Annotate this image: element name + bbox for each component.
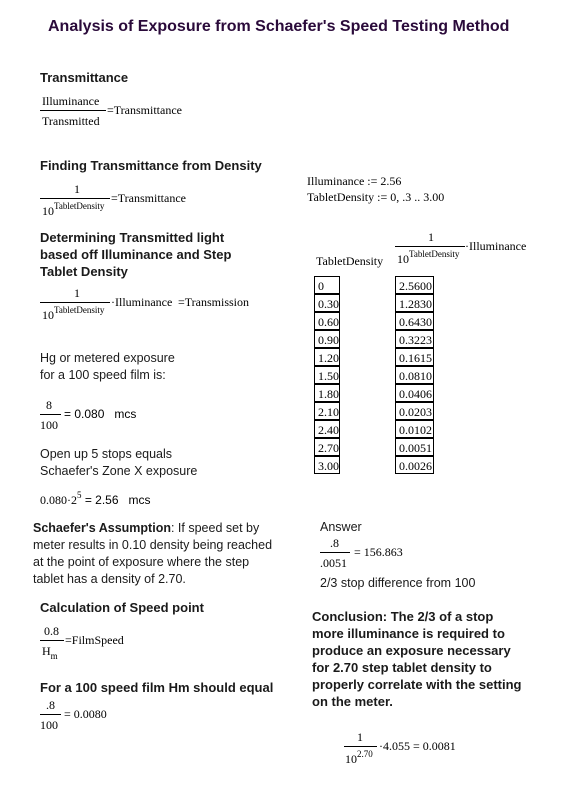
density-column	[314, 276, 339, 476]
transmittance-heading: Transmittance	[40, 70, 129, 85]
answer-fraction	[320, 536, 440, 572]
fraction-bar	[395, 246, 465, 247]
density-result: =Transmittance	[111, 191, 186, 205]
density-exponent: TabletDensity	[54, 201, 105, 211]
density-fraction	[40, 182, 220, 222]
transmission-column	[395, 276, 433, 476]
transmitted-multiplier: ·Illuminance	[111, 295, 173, 309]
fraction-bar	[320, 552, 350, 553]
transmitted-exponent: TabletDensity	[54, 305, 105, 315]
answer-denominator: .0051	[320, 556, 347, 570]
assumption-label: Schaefer's Assumption	[33, 521, 171, 535]
transmitted-denominator	[42, 305, 105, 323]
density-base: 10	[42, 204, 54, 218]
transmission-cell: 0.0051	[395, 438, 434, 456]
assumption-line1-rest: : If speed set by	[170, 521, 260, 535]
density-cell: 2.70	[314, 438, 340, 456]
speed-result: =FilmSpeed	[65, 633, 124, 647]
transmission-cell: 2.5600	[395, 276, 434, 294]
final-denominator	[345, 749, 373, 767]
conclusion-line6: on the meter.	[312, 694, 393, 709]
density-denominator	[42, 201, 105, 219]
hg-denominator: 100	[40, 418, 58, 432]
density-cell: 0.30	[314, 294, 340, 312]
transmission-cell: 0.0026	[395, 456, 434, 474]
page-title: Analysis of Exposure from Schaefer's Speed Testing Method	[48, 18, 510, 35]
conclusion-line5: properly correlate with the setting	[312, 677, 522, 692]
density-cell: 2.40	[314, 420, 340, 438]
answer-note: 2/3 stop difference from 100	[320, 576, 476, 590]
table-col2-header	[395, 230, 545, 270]
transmitted-heading-line3: Tablet Density	[40, 264, 128, 279]
transmission-cell: 0.0406	[395, 384, 434, 402]
fraction-bar	[40, 302, 110, 303]
transmittance-numerator: Illuminance	[42, 94, 100, 108]
fraction-bar	[40, 198, 110, 199]
fraction-bar	[344, 746, 377, 747]
fraction-bar	[40, 640, 64, 641]
density-numerator: 1	[74, 182, 80, 196]
transmission-cell: 0.0810	[395, 366, 434, 384]
final-exponent: 2.70	[357, 749, 373, 759]
transmission-cell: 0.0203	[395, 402, 434, 420]
fraction-bar	[40, 714, 61, 715]
hg-numerator: 8	[46, 398, 52, 412]
illuminance-definition: Illuminance := 2.56	[307, 174, 402, 188]
hm-heading: For a 100 speed film Hm should equal	[40, 680, 274, 695]
hm-result: = 0.0080	[64, 707, 107, 721]
speed-denominator-sub: m	[50, 651, 58, 661]
hm-fraction	[40, 698, 160, 734]
conclusion-line3: produce an exposure necessary	[312, 643, 511, 658]
density-cell: 1.50	[314, 366, 340, 384]
hg-line1: Hg or metered exposure	[40, 351, 175, 365]
speed-heading: Calculation of Speed point	[40, 600, 204, 615]
openup-line2: Schaefer's Zone X exposure	[40, 464, 198, 478]
openup-exponent: 5	[77, 490, 82, 500]
transmission-cell: 0.6430	[395, 312, 434, 330]
final-base: 10	[345, 752, 357, 766]
transmission-cell: 0.1615	[395, 348, 434, 366]
table-col2-denominator	[397, 249, 460, 267]
conclusion-line1: Conclusion: The 2/3 of a stop	[312, 609, 494, 624]
assumption-line1	[33, 521, 259, 535]
density-cell: 0.60	[314, 312, 340, 330]
assumption-line4: tablet has a density of 2.70.	[33, 572, 186, 586]
transmitted-numerator: 1	[74, 286, 80, 300]
conclusion-line2: more illuminance is required to	[312, 626, 505, 641]
density-cell: 1.80	[314, 384, 340, 402]
openup-line1: Open up 5 stops equals	[40, 447, 173, 461]
density-cell: 2.10	[314, 402, 340, 420]
transmitted-heading-line2: based off Illuminance and Step	[40, 247, 232, 262]
openup-expression	[40, 490, 151, 508]
fraction-bar	[40, 110, 106, 111]
transmitted-fraction	[40, 286, 270, 326]
transmittance-result: =Transmittance	[107, 103, 182, 117]
speed-denominator	[42, 644, 58, 659]
table-col2-numerator: 1	[428, 230, 434, 244]
speed-numerator: 0.8	[44, 624, 59, 638]
answer-result: = 156.863	[354, 545, 403, 559]
hm-denominator: 100	[40, 718, 58, 732]
transmission-cell: 1.2830	[395, 294, 434, 312]
openup-base: 0.080·2	[40, 493, 77, 507]
hg-fraction	[40, 398, 160, 434]
answer-numerator: .8	[330, 536, 339, 550]
transmittance-denominator: Transmitted	[42, 114, 100, 128]
density-cell: 1.20	[314, 348, 340, 366]
speed-denominator-h: H	[42, 644, 51, 658]
transmitted-result: =Transmission	[178, 295, 250, 309]
density-cell: 0	[314, 276, 340, 294]
density-heading: Finding Transmittance from Density	[40, 158, 262, 173]
table-col2-base: 10	[397, 252, 409, 266]
density-cell: 0.90	[314, 330, 340, 348]
speed-fraction	[40, 624, 160, 664]
answer-label: Answer	[320, 520, 362, 534]
hg-line2: for a 100 speed film is:	[40, 368, 166, 382]
transmitted-base: 10	[42, 308, 54, 322]
fraction-bar	[40, 414, 61, 415]
table-col2-multiplier: ·Illuminance	[465, 239, 527, 253]
transmitted-heading-line1: Determining Transmitted light	[40, 230, 225, 245]
final-result: ·4.055 = 0.0081	[379, 739, 456, 753]
transmittance-fraction	[40, 94, 200, 130]
assumption-line3: at the point of exposure where the step	[33, 555, 250, 569]
conclusion-line4: for 2.70 step tablet density to	[312, 660, 492, 675]
hg-result: = 0.080 mcs	[64, 407, 137, 421]
transmission-cell: 0.0102	[395, 420, 434, 438]
final-numerator: 1	[357, 730, 363, 744]
openup-result: = 2.56 mcs	[81, 493, 151, 507]
table-col2-exponent: TabletDensity	[409, 249, 460, 259]
hm-numerator: .8	[46, 698, 55, 712]
tablet-density-definition: TabletDensity := 0, .3 .. 3.00	[307, 190, 445, 204]
final-fraction	[344, 730, 484, 770]
density-cell: 3.00	[314, 456, 340, 474]
transmission-cell: 0.3223	[395, 330, 434, 348]
table-col1-header: TabletDensity	[316, 254, 384, 268]
assumption-line2: meter results in 0.10 density being reached	[33, 538, 273, 552]
